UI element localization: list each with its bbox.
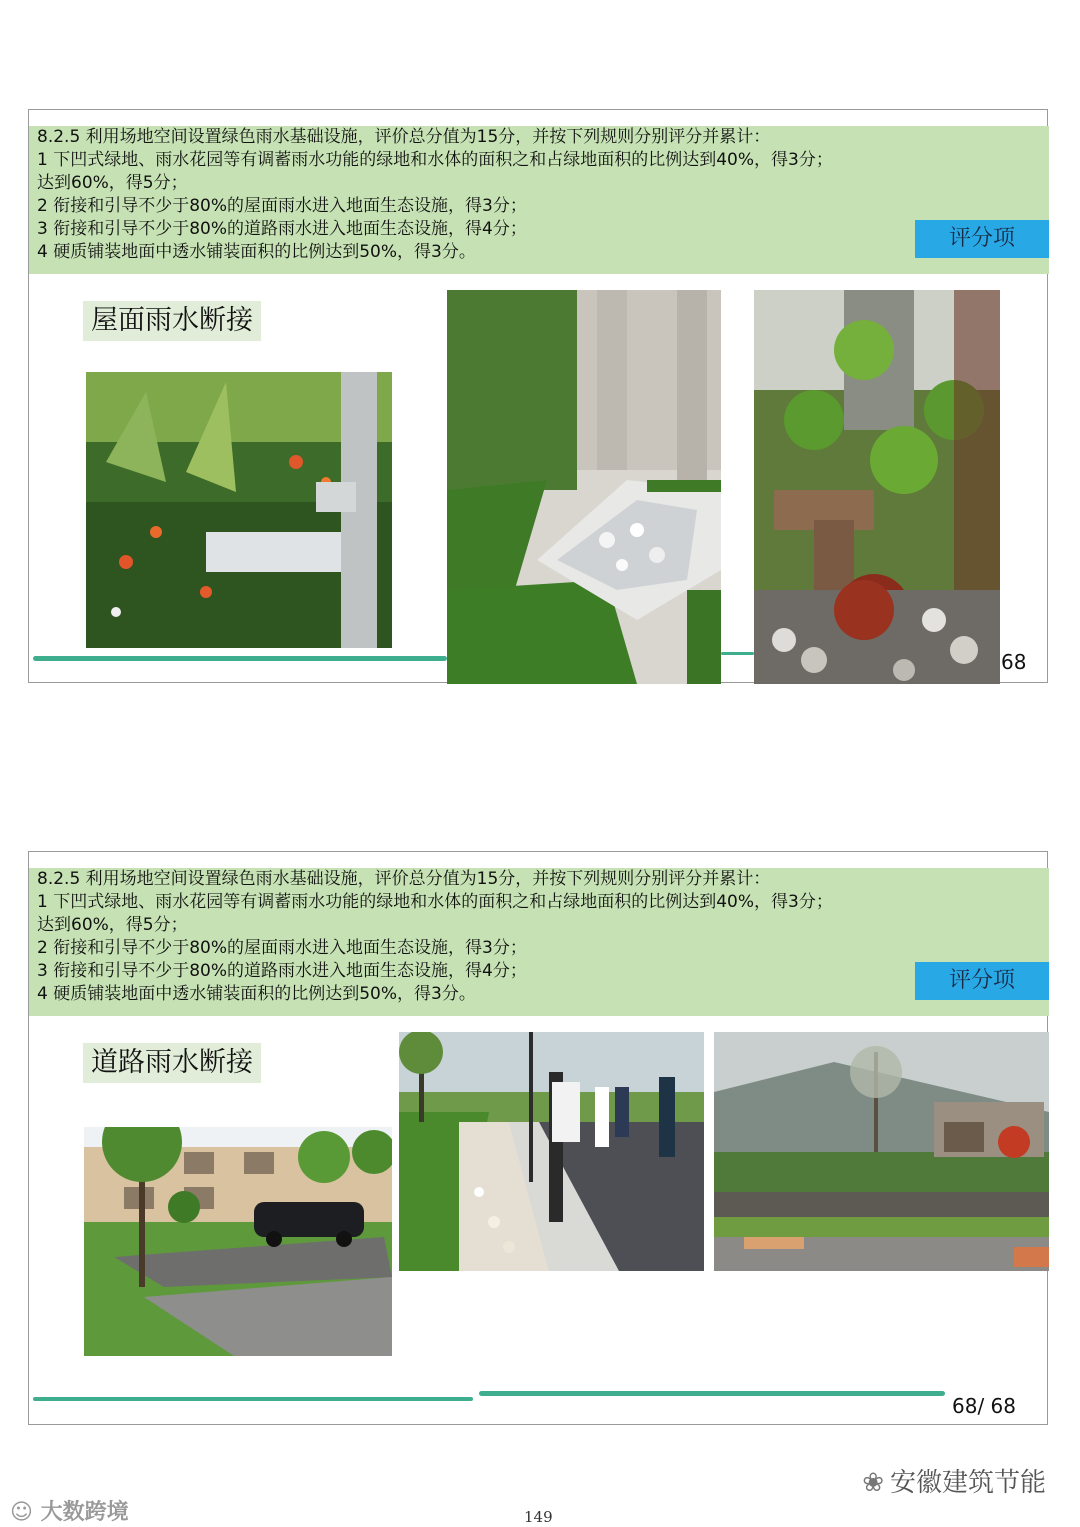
slide-road-rainwater — [28, 851, 1048, 1425]
header-line: 3 衔接和引导不少于80%的道路雨水进入地面生态设施，得4分； — [37, 219, 527, 239]
header-line: 1 下凹式绿地、雨水花园等有调蓄雨水功能的绿地和水体的面积之和占绿地面积的比例达到40%，得3分； — [37, 150, 833, 170]
divider-rule — [721, 652, 754, 655]
photo-road-swale — [399, 1032, 704, 1271]
divider-rule — [33, 656, 447, 661]
page-number: 68/ 68 — [952, 1394, 1016, 1418]
header-line: 4 硬质铺装地面中透水铺装面积的比例达到50%，得3分。 — [37, 984, 476, 1004]
header-line: 2 衔接和引导不少于80%的屋面雨水进入地面生态设施，得3分； — [37, 196, 527, 216]
wechat-icon: ❀ — [862, 1468, 884, 1498]
header-line: 2 衔接和引导不少于80%的屋面雨水进入地面生态设施，得3分； — [37, 938, 527, 958]
brand-name: 安徽建筑节能 — [889, 1468, 1046, 1498]
section-label: 道路雨水断接 — [83, 1043, 261, 1083]
photo-rock-garden — [754, 290, 1000, 684]
header-line: 8.2.5 利用场地空间设置绿色雨水基础设施，评价总分值为15分，并按下列规则分别评分并累计： — [37, 869, 771, 889]
document-page-number: 149 — [524, 1508, 553, 1526]
scoring-item-badge: 评分项 — [915, 220, 1049, 258]
page-number: 68 — [1001, 650, 1027, 674]
photo-stone-channel — [447, 290, 721, 684]
photo-downspout-garden — [86, 372, 392, 648]
header-line: 8.2.5 利用场地空间设置绿色雨水基础设施，评价总分值为15分，并按下列规则分别评分并累计： — [37, 127, 771, 147]
slide-roof-rainwater — [28, 109, 1048, 683]
section-label: 屋面雨水断接 — [83, 301, 261, 341]
watermark-text: 大数跨境 — [40, 1500, 129, 1525]
divider-rule — [33, 1397, 473, 1401]
slide-header — [29, 126, 1049, 274]
watermark — [10, 1495, 129, 1526]
header-line: 3 衔接和引导不少于80%的道路雨水进入地面生态设施，得4分； — [37, 961, 527, 981]
header-line: 达到60%，得5分； — [37, 173, 188, 193]
scoring-item-badge: 评分项 — [915, 962, 1049, 1000]
divider-rule — [479, 1391, 945, 1396]
slide-header — [29, 868, 1049, 1016]
header-line: 4 硬质铺装地面中透水铺装面积的比例达到50%，得3分。 — [37, 242, 476, 262]
brand-signature — [862, 1462, 1046, 1499]
photo-terraced-landscape — [714, 1032, 1049, 1271]
header-line: 达到60%，得5分； — [37, 915, 188, 935]
watermark-icon: ☺ — [10, 1500, 33, 1525]
header-line: 1 下凹式绿地、雨水花园等有调蓄雨水功能的绿地和水体的面积之和占绿地面积的比例达到40%，得3分； — [37, 892, 833, 912]
photo-parking-lot — [84, 1127, 392, 1356]
